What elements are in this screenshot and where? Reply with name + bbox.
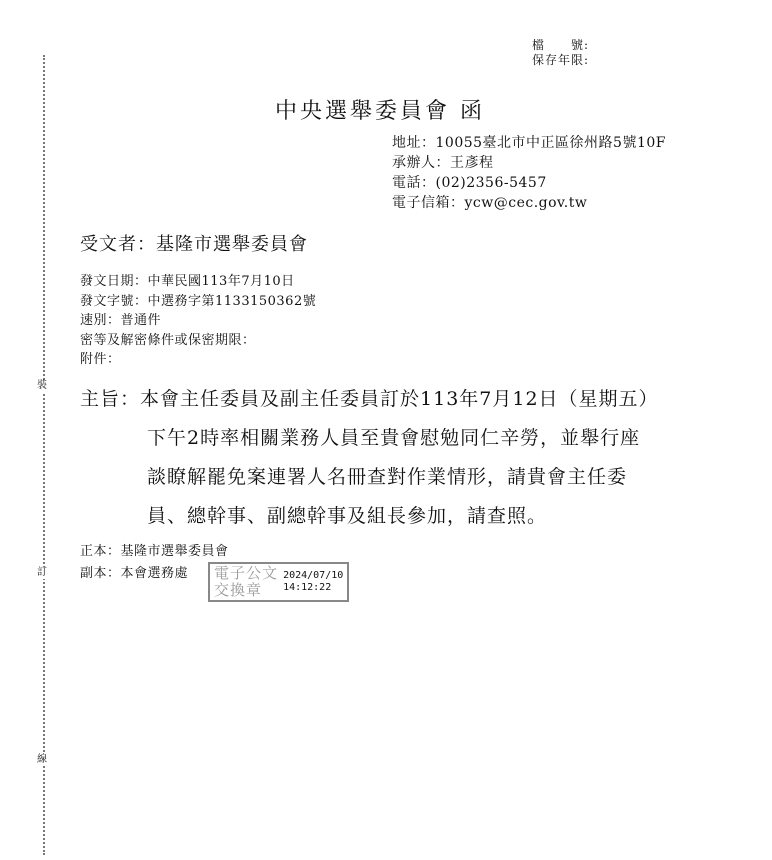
binding-mark: 線	[37, 754, 47, 765]
stamp-char: 交	[214, 581, 230, 599]
stamp-timestamp	[283, 570, 343, 594]
retention-label: 保存年限:	[532, 53, 590, 67]
subject-line: 談瞭解罷免案連署人名冊查對作業情形，請貴會主任委	[147, 466, 628, 488]
recipient: 受文者：基隆市選舉委員會	[80, 234, 308, 255]
subject-label: 主旨：	[80, 388, 141, 410]
stamp-char: 文	[262, 564, 278, 582]
document-number: 發文字號：中選務字第1133150362號	[80, 293, 317, 309]
stamp-date: 2024/07/10	[283, 570, 344, 581]
subject-line: 本會主任委員及副主任委員訂於113年7月12日（星期五）	[140, 388, 659, 410]
file-number-label: 檔 號:	[532, 38, 590, 52]
electronic-exchange-stamp	[208, 562, 349, 602]
stamp-char: 子	[230, 564, 246, 582]
subject-block	[80, 380, 659, 536]
handler: 承辦人：王彥程	[392, 155, 494, 171]
address: 地址：10055臺北市中正區徐州路5號10F	[392, 135, 666, 151]
binding-mark: 裝	[37, 380, 47, 391]
speed-class: 速別：普通件	[80, 313, 162, 328]
email: 電子信箱：ycw@cec.gov.tw	[392, 195, 588, 211]
meta-block	[80, 272, 316, 370]
binding-mark: 訂	[37, 567, 47, 578]
secrecy-level: 密等及解密條件或保密期限：	[80, 332, 256, 348]
stamp-characters	[214, 565, 277, 599]
distribution-block	[80, 541, 229, 585]
subject-line: 下午2時率相關業務人員至貴會慰勉同仁辛勞，並舉行座	[147, 427, 641, 449]
stamp-char: 電	[214, 564, 230, 582]
copy-recipient: 副本：本會選務處	[80, 566, 189, 581]
stamp-char: 換	[230, 581, 246, 599]
issue-date: 發文日期：中華民國113年7月10日	[80, 274, 295, 289]
stamp-char: 章	[246, 581, 262, 599]
phone: 電話：(02)2356-5457	[392, 175, 547, 191]
binding-line	[43, 55, 45, 855]
original-recipient: 正本：基隆市選舉委員會	[80, 544, 229, 559]
contact-block	[392, 133, 666, 213]
subject-line: 員、總幹事、副總幹事及組長參加，請查照。	[147, 505, 548, 527]
stamp-time: 14:12:22	[283, 582, 332, 593]
stamp-char: 公	[246, 564, 262, 582]
page-title: 中央選舉委員會 函	[275, 99, 485, 124]
attachment: 附件：	[80, 352, 121, 367]
